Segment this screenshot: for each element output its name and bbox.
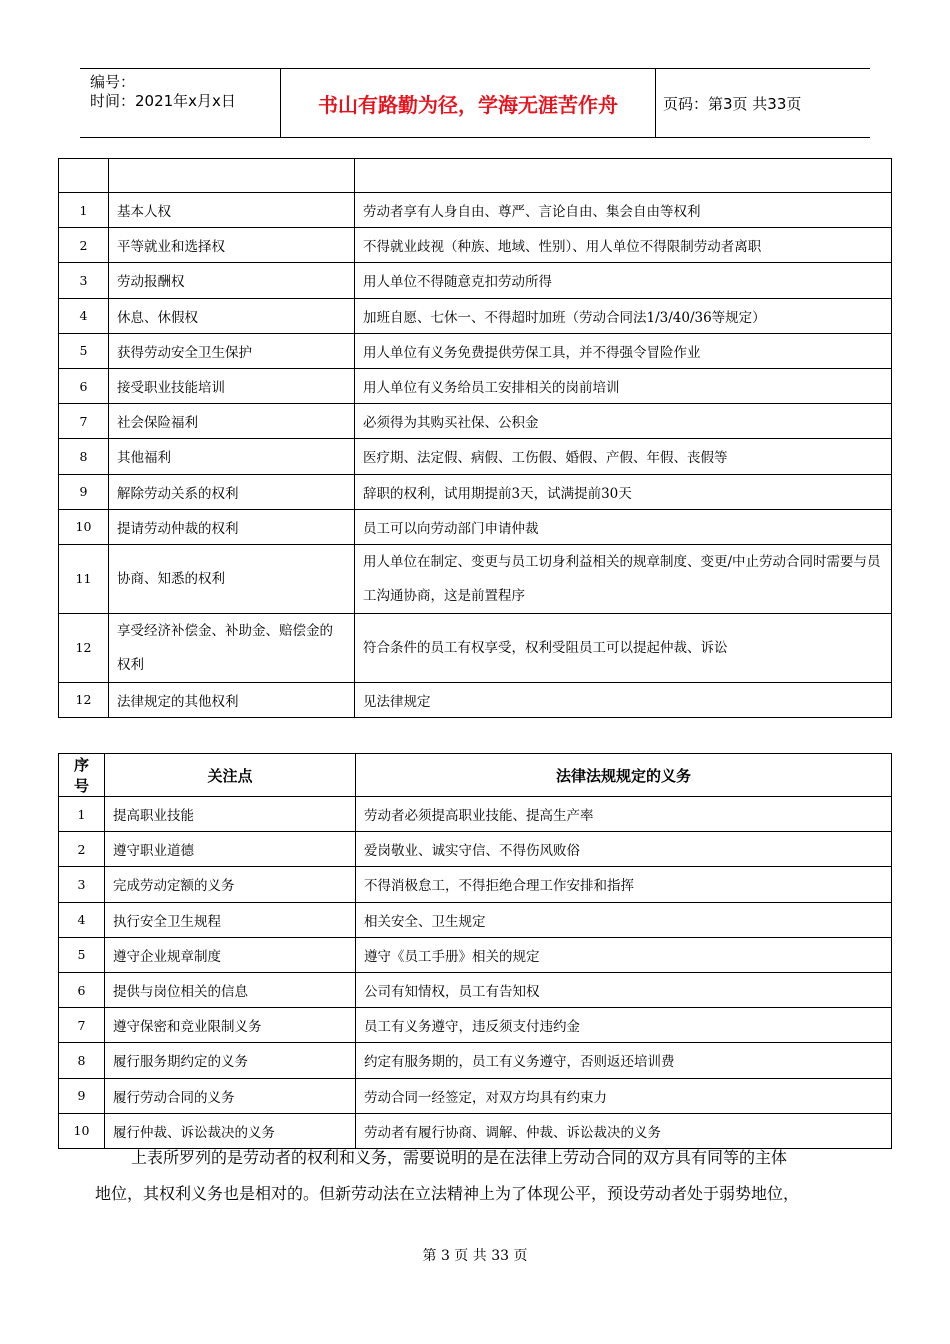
row-number: 12 [59,682,109,717]
table-row [59,832,892,867]
row-item: 社会保险福利 [109,404,355,439]
row-number: 10 [59,509,109,544]
row-number: 1 [59,193,109,228]
row-item: 提请劳动仲裁的权利 [109,509,355,544]
row-item: 提高职业技能 [105,797,356,832]
page-footer: 第 3 页 共 33 页 [422,1248,528,1264]
row-item: 完成劳动定额的义务 [105,867,356,902]
table-row [59,298,892,333]
row-description: 员工有义务遵守，违反须支付违约金 [356,1008,892,1043]
row-description: 相关安全、卫生规定 [356,902,892,937]
row-description: 员工可以向劳动部门申请仲裁 [355,509,892,544]
row-description: 见法律规定 [355,682,892,717]
row-item: 平等就业和选择权 [109,228,355,263]
paragraph-line: 地位，其权利义务也是相对的。但新劳动法在立法精神上为了体现公平，预设劳动者处于弱势地位， [95,1184,800,1203]
row-item: 履行仲裁、诉讼裁决的义务 [105,1113,356,1148]
rights-table-header [59,159,892,193]
row-number: 11 [59,544,109,613]
row-number: 3 [59,867,105,902]
row-item: 履行劳动合同的义务 [105,1078,356,1113]
row-number: 6 [59,368,109,403]
row-description: 公司有知情权，员工有告知权 [356,972,892,1007]
row-item: 其他福利 [109,439,355,474]
table-row [59,937,892,972]
row-description: 不得消极怠工，不得拒绝合理工作安排和指挥 [356,867,892,902]
table-row [59,228,892,263]
row-item: 劳动报酬权 [109,263,355,298]
table-row [59,544,892,613]
row-description: 不得就业歧视（种族、地域、性别）、用人单位不得限制劳动者离职 [355,228,892,263]
row-number: 8 [59,439,109,474]
row-number: 10 [59,1113,105,1148]
table-row [59,474,892,509]
table-row [59,682,892,717]
table-row [59,404,892,439]
row-number: 3 [59,263,109,298]
row-number: 2 [59,228,109,263]
header-cell-number: 序号 [59,754,105,797]
row-description: 符合条件的员工有权享受，权利受阻员工可以提起仲裁、诉讼 [355,613,892,682]
row-item: 遵守企业规章制度 [105,937,356,972]
header-cell [59,159,109,193]
row-description: 必须得为其购买社保、公积金 [355,404,892,439]
body-paragraph [95,1140,865,1212]
row-description: 用人单位有义务免费提供劳保工具，并不得强令冒险作业 [355,333,892,368]
date-label: 时间：2021年x月x日 [90,92,236,110]
table-row [59,902,892,937]
table-row [59,1043,892,1078]
number-label: 编号： [90,73,136,91]
row-description: 遵守《员工手册》相关的规定 [356,937,892,972]
row-number: 8 [59,1043,105,1078]
table-row [59,263,892,298]
row-item: 休息、休假权 [109,298,355,333]
row-description: 劳动者必须提高职业技能、提高生产率 [356,797,892,832]
header-meta [80,69,280,137]
row-item: 接受职业技能培训 [109,368,355,403]
table-row [59,509,892,544]
duties-table [58,753,892,1149]
table-row [59,333,892,368]
row-item: 享受经济补偿金、补助金、赔偿金的权利 [109,613,355,682]
table-row [59,193,892,228]
row-item: 提供与岗位相关的信息 [105,972,356,1007]
table-row [59,368,892,403]
row-item: 遵守职业道德 [105,832,356,867]
motto: 书山有路勤为径，学海无涯苦作舟 [280,69,656,137]
row-description: 辞职的权利，试用期提前3天，试满提前30天 [355,474,892,509]
row-item: 法律规定的其他权利 [109,682,355,717]
page-info: 页码：第3页 共33页 [663,94,802,113]
row-description: 劳动者有履行协商、调解、仲裁、诉讼裁决的义务 [356,1113,892,1148]
table-row [59,1078,892,1113]
header-cell [109,159,355,193]
row-description: 劳动合同一经签定，对双方均具有约束力 [356,1078,892,1113]
row-number: 6 [59,972,105,1007]
row-number: 7 [59,1008,105,1043]
row-number: 5 [59,333,109,368]
row-number: 1 [59,797,105,832]
row-item: 履行服务期约定的义务 [105,1043,356,1078]
document-header [80,68,870,138]
table-row [59,1008,892,1043]
row-number: 4 [59,298,109,333]
row-description: 用人单位有义务给员工安排相关的岗前培训 [355,368,892,403]
row-item: 基本人权 [109,193,355,228]
row-description: 约定有服务期的，员工有义务遵守，否则返还培训费 [356,1043,892,1078]
table-row [59,972,892,1007]
row-description: 爱岗敬业、诚实守信、不得伤风败俗 [356,832,892,867]
row-number: 7 [59,404,109,439]
row-number: 9 [59,1078,105,1113]
header-cell [355,159,892,193]
table-row [59,439,892,474]
row-item: 遵守保密和竞业限制义务 [105,1008,356,1043]
row-item: 执行安全卫生规程 [105,902,356,937]
row-description: 加班自愿、七休一、不得超时加班（劳动合同法1/3/40/36等规定） [355,298,892,333]
row-description: 医疗期、法定假、病假、工伤假、婚假、产假、年假、丧假等 [355,439,892,474]
duties-table-header [59,754,892,797]
row-number: 12 [59,613,109,682]
paragraph-line: 上表所罗列的是劳动者的权利和义务，需要说明的是在法律上劳动合同的双方具有同等的主体 [131,1148,788,1167]
row-description: 用人单位在制定、变更与员工切身利益相关的规章制度、变更/中止劳动合同时需要与员工沟通协商，这是前置程序 [355,544,892,613]
row-number: 5 [59,937,105,972]
table-row [59,797,892,832]
table-row [59,613,892,682]
table-row [59,867,892,902]
header-cell-focus: 关注点 [105,754,356,797]
row-item: 协商、知悉的权利 [109,544,355,613]
row-item: 获得劳动安全卫生保护 [109,333,355,368]
header-cell-duty: 法律法规规定的义务 [356,754,892,797]
row-description: 用人单位不得随意克扣劳动所得 [355,263,892,298]
row-number: 9 [59,474,109,509]
row-description: 劳动者享有人身自由、尊严、言论自由、集会自由等权利 [355,193,892,228]
row-number: 2 [59,832,105,867]
row-number: 4 [59,902,105,937]
row-item: 解除劳动关系的权利 [109,474,355,509]
rights-table [58,158,892,718]
